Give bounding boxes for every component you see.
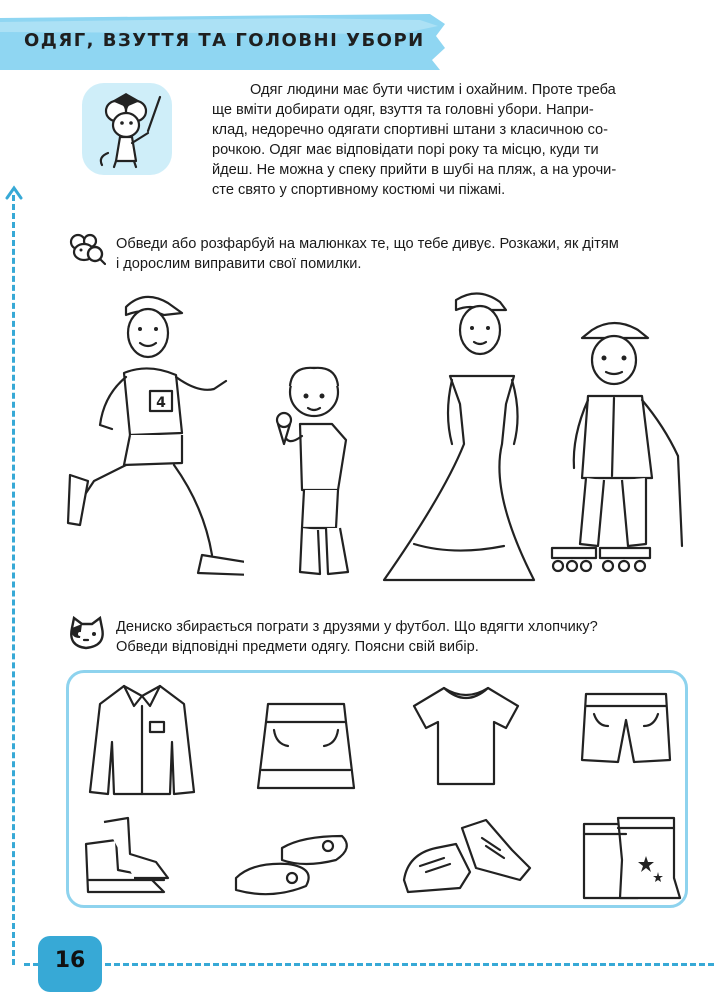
shirt[interactable] — [84, 682, 200, 800]
bottom-dashed-border — [24, 963, 714, 967]
sneakers[interactable] — [400, 814, 534, 898]
task2-instructions — [116, 617, 706, 657]
left-dashed-border — [12, 195, 16, 965]
page-number: 16 — [54, 948, 86, 973]
t-shirt[interactable] — [410, 684, 522, 788]
winter-boots[interactable] — [578, 812, 682, 904]
intro-line: йдеш. Не можна у спеку прийти в шубі на пляж, а на урочи- — [212, 162, 617, 178]
shorts[interactable] — [580, 690, 672, 768]
boots[interactable] — [78, 814, 170, 898]
task1-line: Обведи або розфарбуй на малюнках те, що тебе дивує. Розкажи, як дітям — [116, 236, 619, 252]
task1-instructions — [116, 234, 696, 274]
intro-paragraph — [212, 80, 690, 200]
slippers[interactable] — [232, 826, 352, 902]
task1-line: і дорослим виправити свої помилки. — [116, 256, 362, 272]
arrow-up-icon — [4, 184, 24, 202]
teacher-mouse-icon — [86, 87, 168, 171]
task2-line: Дениско збирається пограти з друзями у футбол. Що вдягти хлопчику? — [116, 619, 598, 635]
woman-in-gown-with-cap[interactable] — [374, 284, 544, 584]
intro-line: сте свято у спортивному костюмі чи піжамі. — [212, 182, 506, 198]
skirt[interactable] — [254, 700, 358, 796]
cat-icon — [66, 616, 106, 650]
boy-with-ice-cream-in-boots[interactable] — [266, 362, 366, 582]
runner-with-sandals[interactable] — [64, 285, 244, 590]
page-title: ОДЯГ, ВЗУТТЯ ТА ГОЛОВНІ УБОРИ — [24, 30, 425, 51]
intro-line: рочкою. Одяг має відповідати порі року та місцю, куди ти — [212, 142, 599, 158]
intro-line: клад, недоречно одягати спортивні штани з класичною со- — [212, 122, 609, 138]
svg-text:4: 4 — [156, 395, 166, 411]
boy-in-suit-on-rollerblades[interactable] — [542, 316, 692, 586]
task2-line: Обведи відповідні предмети одягу. Поясни свій вибір. — [116, 639, 479, 655]
mouse-with-magnifier-icon — [66, 232, 106, 266]
intro-line: Одяг людини має бути чистим і охайним. Проте треба — [250, 82, 616, 98]
intro-line: ще вміти добирати одяг, взуття та головні убори. Напри- — [212, 102, 594, 118]
